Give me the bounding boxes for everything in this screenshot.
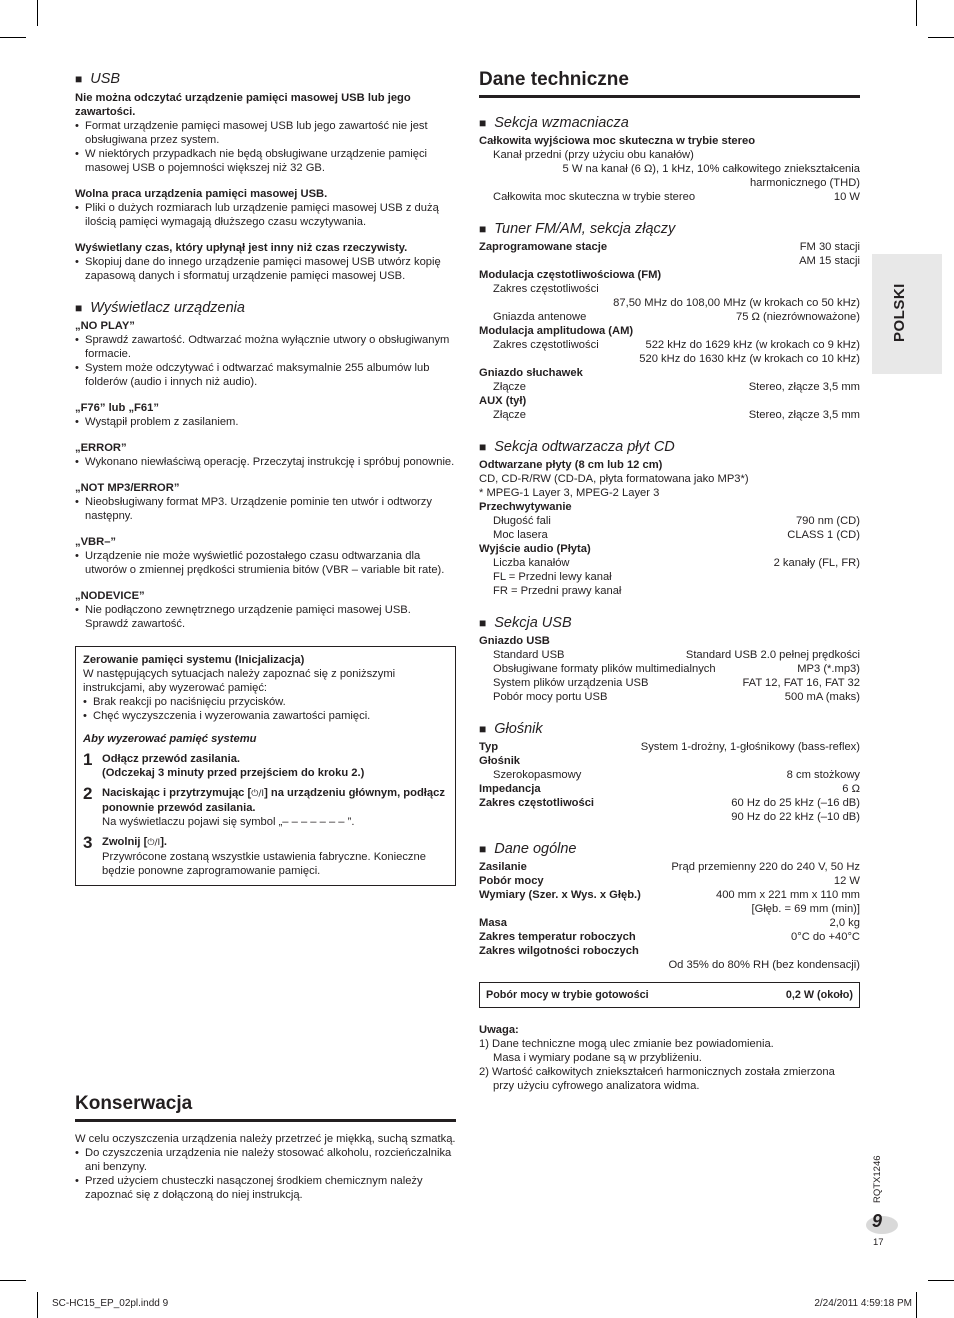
note-2b: przy użyciu cyfrowego analizatora widma. xyxy=(493,1080,700,1092)
item-bullets xyxy=(75,603,456,631)
reset-title: Zerowanie pamięci systemu (Inicjalizacja) xyxy=(83,654,305,666)
list-item: • Skopiuj dane do innego urządzenie pamięci masowej USB utwórz kopię zapasową danych i sformatuj urządzenie pamięci masowej USB. xyxy=(75,255,456,283)
consumption-row: Pobór mocy 12 W xyxy=(479,875,860,887)
usb-format-row: Obsługiwane formaty plików multimedialnych MP3 (*.mp3) xyxy=(493,663,860,675)
speaker-label: Głośnik xyxy=(479,755,521,767)
cd-discs-label: Odtwarzane płyty (8 cm lub 12 cm) xyxy=(479,459,663,471)
am-range-row: Zakres częstotliwości 522 kHz do 1629 kHz (w krokach co 9 kHz) xyxy=(493,339,860,351)
list-item: • Sprawdź zawartość. Odtwarzać można wyłącznie utwory o obsługiwanym formacie. xyxy=(75,333,456,361)
speaker-heading: ■ Głośnik xyxy=(479,721,543,737)
usb-fs-row: System plików urządzenia USB FAT 12, FAT 16, FAT 32 xyxy=(493,677,860,689)
list-item: • Nie podłączono zewnętrznego urządzenie pamięci masowej USB. Sprawdź zawartość. xyxy=(75,603,456,631)
fm-range-label: Zakres częstotliwości xyxy=(493,283,599,295)
cd-mpeg-note: * MPEG-1 Layer 3, MPEG-2 Layer 3 xyxy=(479,487,660,499)
am-range-value-2: 520 kHz do 1630 kHz (w krokach co 10 kHz) xyxy=(639,353,860,365)
item-bullets xyxy=(75,255,456,283)
humidity-label: Zakres wilgotności roboczych xyxy=(479,945,639,957)
item-title: Nie można odczytać urządzenie pamięci masowej USB lub jego zawartości. xyxy=(75,92,411,118)
humidity-value: Od 35% do 80% RH (bez kondensacji) xyxy=(668,959,860,971)
item-bullets xyxy=(75,201,456,229)
cd-heading: ■ Sekcja odtwarzacza płyt CD xyxy=(479,439,675,455)
list-item: • Brak reakcji po naciśnięciu przycisków. xyxy=(83,695,448,709)
amp-total-row: Całkowita moc skuteczna w trybie stereo 10 W xyxy=(493,191,860,203)
note-2: 2) Wartość całkowitych zniekształceń harmonicznych została zmierzona xyxy=(479,1066,835,1078)
power-icon: ⏻/I xyxy=(147,838,161,848)
item-title: Wyświetlany czas, który upłynął jest inny niż czas rzeczywisty. xyxy=(75,242,408,254)
cd-laser-row: Moc lasera CLASS 1 (CD) xyxy=(493,529,860,541)
amp-front: Kanał przedni (przy użyciu obu kanałów) xyxy=(493,149,694,161)
temperature-row: Zakres temperatur roboczych 0°C do +40°C xyxy=(479,931,860,943)
step-number: 3 xyxy=(83,833,93,852)
footer-date: 2/24/2011 4:59:18 PM xyxy=(814,1298,912,1309)
usb-heading: ■ USB xyxy=(75,71,121,87)
item-title: „NOT MP3/ERROR” xyxy=(75,482,180,494)
speaker-freq-value-2: 90 Hz do 22 kHz (–10 dB) xyxy=(731,811,860,823)
item-bullets xyxy=(75,455,456,469)
amp-label: Całkowita wyjściowa moc skuteczna w trybie stereo xyxy=(479,135,756,147)
maintenance-intro: W celu oczyszczenia urządzenia należy przetrzeć je miękką, suchą szmatką. xyxy=(75,1133,456,1145)
list-item: • Urządzenie nie może wyświetlić pozostałego czasu odtwarzania dla utworów o zmiennej prędkości strumienia bitów (VBR – variable bit rate). xyxy=(75,549,456,577)
maintenance-bullets xyxy=(75,1146,456,1202)
item-title: „NO PLAY” xyxy=(75,320,135,332)
reset-box xyxy=(75,646,456,886)
reset-step-2 xyxy=(83,786,448,829)
amp-front-value-2: harmonicznego (THD) xyxy=(749,177,860,189)
list-item: • Pliki o dużych rozmiarach lub urządzenie pamięci masowej USB z dużą ilością pamięci wymagają dłuższego czasu wczytywania. xyxy=(75,201,456,229)
display-items xyxy=(75,319,456,631)
standby-box: Pobór mocy w trybie gotowości 0,2 W (około) xyxy=(479,982,860,1008)
cd-fr: FR = Przedni prawy kanał xyxy=(493,585,622,597)
item-title: „NODEVICE” xyxy=(75,590,145,602)
item-bullets xyxy=(75,333,456,389)
crop-mark xyxy=(928,37,954,38)
reset-step-3 xyxy=(83,835,448,878)
reset-intro: W następujących sytuacjach należy zapoznać się z poniższymi instrukcjami, aby wyzerować pamięć: xyxy=(83,668,396,694)
speaker-imp-row: Impedancja 6 Ω xyxy=(479,783,860,795)
speaker-type-row: Typ System 1-drożny, 1-głośnikowy (bass-reflex) xyxy=(479,741,860,753)
footer-file: SC-HC15_EP_02pl.indd 9 xyxy=(52,1298,169,1309)
note-title: Uwaga: xyxy=(479,1024,519,1036)
item-bullets xyxy=(75,549,456,577)
step-2-text: Naciskając i przytrzymując [⏻/I] na urządzeniu głównym, podłącz ponownie przewód zasilania. xyxy=(102,787,445,814)
item-title: „F76” lub „F61” xyxy=(75,402,159,414)
list-item: • W niektórych przypadkach nie będą obsługiwane urządzenie pamięci masowej USB o pojemności większej niż 32 GB. xyxy=(75,147,456,175)
reset-bullets xyxy=(83,695,448,723)
list-item: • Wystąpił problem z zasilaniem. xyxy=(75,415,456,429)
tuner-preset-am: AM 15 stacji xyxy=(799,255,860,267)
step-1-text: Odłącz przewód zasilania. xyxy=(102,753,241,765)
step-1-note: (Odczekaj 3 minuty przed przejściem do kroku 2.) xyxy=(102,767,365,779)
crop-mark xyxy=(0,37,26,38)
list-item: • Chęć wyczyszczenia i wyzerowania zawartości pamięci. xyxy=(83,709,448,723)
note-1b: Masa i wymiary podane są w przybliżeniu. xyxy=(493,1052,702,1064)
note-1: 1) Dane techniczne mogą ulec zmianie bez powiadomienia. xyxy=(479,1038,774,1050)
amp-heading: ■ Sekcja wzmacniacza xyxy=(479,115,629,131)
crop-mark xyxy=(928,1280,954,1281)
list-item: • Wykonano niewłaściwą operację. Przeczytaj instrukcję i spróbuj ponownie. xyxy=(75,455,456,469)
cd-pickup-label: Przechwytywanie xyxy=(479,501,572,513)
cd-discs-value: CD, CD-R/RW (CD-DA, płyta formatowana jako MP3*) xyxy=(479,473,749,485)
item-bullets xyxy=(75,495,456,523)
list-item: • Do czyszczenia urządzenia nie należy stosować alkoholu, rozcieńczalnika ani benzyny. xyxy=(75,1146,456,1174)
usb-std-row: Standard USB Standard USB 2.0 pełnej prędkości xyxy=(493,649,860,661)
maintenance-title: Konserwacja xyxy=(75,1092,456,1122)
item-bullets xyxy=(75,415,456,429)
power-icon: ⏻/I xyxy=(251,789,265,799)
list-item: • Format urządzenie pamięci masowej USB lub jego zawartość nie jest obsługiwana przez system. xyxy=(75,119,456,147)
am-label: Modulacja amplitudowa (AM) xyxy=(479,325,634,337)
tuner-preset-row: Zaprogramowane stacje FM 30 stacji xyxy=(479,241,860,253)
headphone-row: Złącze Stereo, złącze 3,5 mm xyxy=(493,381,860,393)
reset-step-1 xyxy=(83,752,448,780)
usb-port-label: Gniazdo USB xyxy=(479,635,550,647)
cd-channels-row: Liczba kanałów 2 kanały (FL, FR) xyxy=(493,557,860,569)
list-item: • System może odczytywać i odtwarzać maksymalnie 255 albumów lub folderów (audio i innych niż audio). xyxy=(75,361,456,389)
page-number: 9 xyxy=(872,1211,883,1231)
usb-items xyxy=(75,91,456,283)
headphone-label: Gniazdo słuchawek xyxy=(479,367,583,379)
step-number: 2 xyxy=(83,784,93,803)
antenna-row: Gniazda antenowe 75 Ω (niezrównoważone) xyxy=(493,311,860,323)
amp-front-value-1: 5 W na kanał (6 Ω), 1 kHz, 10% całkowitego zniekształcenia xyxy=(562,163,860,175)
item-bullets xyxy=(75,119,456,175)
cd-wave-row: Długość fali 790 nm (CD) xyxy=(493,515,860,527)
aux-label: AUX (tył) xyxy=(479,395,527,407)
right-column xyxy=(479,68,860,1093)
cd-fl: FL = Przedni lewy kanał xyxy=(493,571,612,583)
crop-mark xyxy=(916,0,917,26)
doc-code: RQTX1246 xyxy=(872,1155,883,1203)
speaker-full-row: Szerokopasmowy 8 cm stożkowy xyxy=(493,769,860,781)
speaker-freq-row: Zakres częstotliwości 60 Hz do 25 kHz (–16 dB) xyxy=(479,797,860,809)
fm-label: Modulacja częstotliwościowa (FM) xyxy=(479,269,662,281)
cd-output-label: Wyjście audio (Płyta) xyxy=(479,543,591,555)
display-heading: ■ Wyświetlacz urządzenia xyxy=(75,300,245,316)
crop-mark xyxy=(0,1280,26,1281)
item-title: Wolna praca urządzenia pamięci masowej USB. xyxy=(75,188,328,200)
language-tab: POLSKI xyxy=(872,254,942,374)
dimensions-depth: [Głęb. = 69 mm (min)] xyxy=(751,903,860,915)
item-title: „ERROR” xyxy=(75,442,127,454)
crop-mark xyxy=(37,1292,38,1318)
fm-range-value: 87,50 MHz do 108,00 MHz (w krokach co 50 kHz) xyxy=(613,297,860,309)
tuner-heading: ■ Tuner FM/AM, sekcja złączy xyxy=(479,221,676,237)
item-title: „VBR–” xyxy=(75,536,117,548)
aux-row: Złącze Stereo, złącze 3,5 mm xyxy=(493,409,860,421)
step-3-note: Przywrócone zostaną wszystkie ustawienia fabryczne. Konieczne będzie ponowne zaprogramowanie pamięci. xyxy=(102,851,426,877)
reset-subtitle: Aby wyzerować pamięć systemu xyxy=(83,733,257,745)
dimensions-row: Wymiary (Szer. x Wys. x Głęb.) 400 mm x 221 mm x 110 mm xyxy=(479,889,860,901)
list-item: • Nieobsługiwany format MP3. Urządzenie pominie ten utwór i odtworzy następny. xyxy=(75,495,456,523)
step-2-note: Na wyświetlaczu pojawi się symbol „– – – – – – – ”. xyxy=(102,816,355,828)
maintenance-section xyxy=(75,1092,456,1202)
crop-mark xyxy=(37,0,38,26)
crop-mark xyxy=(916,1292,917,1318)
step-3-text: Zwolnij [⏻/I]. xyxy=(102,836,168,848)
general-heading: ■ Dane ogólne xyxy=(479,841,577,857)
mass-row: Masa 2,0 kg xyxy=(479,917,860,929)
page-sub-number: 17 xyxy=(873,1237,884,1248)
usb-spec-heading: ■ Sekcja USB xyxy=(479,615,572,631)
supply-row: Zasilanie Prąd przemienny 220 do 240 V, 50 Hz xyxy=(479,861,860,873)
left-column xyxy=(75,68,456,886)
usb-power-row: Pobór mocy portu USB 500 mA (maks) xyxy=(493,691,860,703)
step-number: 1 xyxy=(83,750,93,769)
list-item: • Przed użyciem chusteczki nasączonej środkiem chemicznym należy zapoznać się z dołączoną do niej instrukcją. xyxy=(75,1174,456,1202)
specs-title: Dane techniczne xyxy=(479,68,860,98)
